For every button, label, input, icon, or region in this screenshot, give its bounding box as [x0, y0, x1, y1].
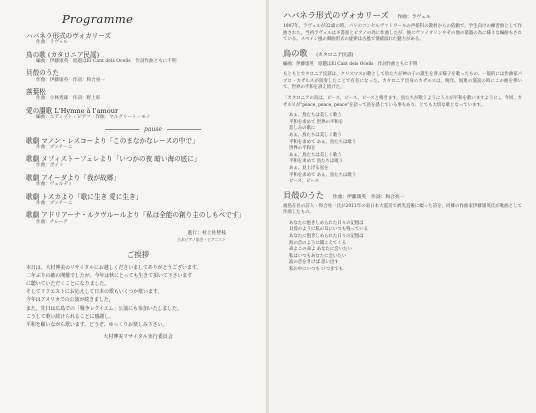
programme-item-credit: 作曲：ボイト [36, 163, 64, 169]
section-title-bird-song [283, 48, 522, 59]
programme-item-title: 歌劇 アドリアーナ・ルクヴルールより「私は全能の創り主のしもべです」 [26, 211, 246, 220]
lyric-line: 私はいつもあなたに会いたい [289, 253, 347, 259]
programme-item-title: 落葉松 [26, 88, 46, 97]
intermission-label: pause [56, 126, 250, 133]
lyric-line: 海の音のように聞こえてくる [289, 240, 347, 246]
programme-item-credit: 編曲：エディット・ピアフ 作曲：マルグリート・モノ [36, 115, 151, 121]
lyric-line: 悲しみの歌に [289, 126, 316, 132]
lyric-line: あなたに抱きしめられた日々の記憶は [289, 234, 364, 240]
programme-item [26, 32, 250, 46]
programme-item [26, 211, 250, 225]
programme-item [26, 51, 250, 65]
pianist-credit [26, 231, 226, 243]
greeting-line: また、先日は広島での「戦争レクイエム」公演にも参加いたしました。 [26, 305, 182, 312]
programme-item-title: 愛の讃歌 L'Hymne à l'amour [26, 106, 119, 115]
programme-item-title: 鳥の歌 (カタロニア民謡) [26, 50, 100, 59]
section-description: もともとカタロニア民謡は、クリスマスの歌として鳥たちが神の子の誕生を喜ぶ様子を歌ったもの。一般的には作曲家パブロ・カザルスが演奏したことで有名になった。カタロニア出身のカザルスは、晩年、国連の演説の時にこの曲を弾いて、世界の平和を訴え続けた。 [283, 72, 522, 91]
lyric-line: 平和を求めて あぁ、鳥たちは歌う [289, 172, 357, 178]
programme-item [26, 174, 250, 188]
lyric-line: あなたに抱きしめられた日々の記憶は [289, 220, 364, 226]
section-title-text: ハバネラ形式のヴォカリーズ [283, 10, 389, 20]
lyric-line: 平和を求めて あぁ、鳥たちは歌う [289, 139, 357, 145]
greeting-line: 二年ぶりの敵の開催でしたが、今年は秋にとっても生きて頂いて下さいます [26, 272, 193, 279]
programme-item [26, 155, 250, 169]
programme-item [26, 88, 250, 102]
right-page [269, 0, 536, 413]
section-title-text: 貝殻のうた [283, 189, 324, 200]
lyric-line: 貝殻のように私の耳にいつも残っている [289, 227, 369, 233]
lyric-line: 世界の平和を [289, 146, 316, 152]
lyric-line: 命よこの命よ あなたに会いたい [289, 247, 352, 253]
greeting-line: こうして歌い続けられることに感謝し、 [26, 313, 115, 320]
left-page [0, 0, 266, 413]
pianist-affiliation: 日本ピアノ協会・ピアニスト [177, 236, 226, 242]
greeting-body [26, 264, 250, 341]
lyric-line: あぁ、鳥たちは美しく歌う [289, 113, 342, 119]
greeting-signature: 大村博美リサイタル実行委員会 [103, 334, 173, 341]
section-description: 1907年、ラヴェルが32歳の時、パリのコンセルヴァトワールの声楽科の教材からの依頼で、学生向けの練習曲として作曲された。当初ラヴェルはギ書面とピアノの為に作曲したが、後にヴァイオリンやその他の楽器の為に様々な編曲もされている。スペイン風の舞曲形式の旋律は古風で情緒溢れた魅力がある。 [283, 24, 522, 43]
section-title-text: 鳥の歌 [283, 47, 308, 58]
lyric-line: 波の音をきけば 思い出す [289, 260, 339, 266]
greeting-line: に聴いていただくことになりました。 [26, 280, 110, 287]
lyric-line: ピース、ピース [289, 179, 320, 185]
programme-list-part2 [26, 137, 250, 226]
programme-item [26, 107, 250, 121]
greeting-line: 平和を願いながら歌います。どうぞ、ゆっくりお楽しみ下さい。 [26, 321, 168, 328]
pianist-name: 進行：村上佐智枝 [187, 230, 226, 236]
section-composer: 作曲：伊藤康英 作詞：和合亮一 [332, 194, 405, 200]
programme-item-title: 貝殻のうた [26, 69, 59, 78]
section-title-shell-song [283, 190, 522, 201]
programme-list-part1 [26, 32, 250, 121]
programme-item-credit: 作曲：小林秀雄 作詞：野上彰 [36, 96, 101, 102]
greeting-title: ご挨拶 [126, 249, 150, 259]
lyric-line: 平和を求めて 鳥たちは歌う [289, 159, 344, 165]
lyrics-shell-song [289, 221, 522, 274]
section-composer: 作曲：ラヴェル [397, 15, 431, 20]
programme-item-credit: 作曲：伊藤康英 作詞：和合亮一 [36, 77, 105, 83]
programme-item-title: ハバネラ形式のヴォカリーズ [26, 32, 112, 40]
lyric-line: 平和を求めて 世界の平和を [289, 119, 344, 125]
programme-item [26, 193, 250, 207]
section-credit: 編曲：伊藤康英 原題はEl Cant dels Ocells 作詞作曲ともに不明 [283, 61, 418, 67]
programme-heading: Programme [62, 12, 134, 26]
section-title-habanera [283, 10, 522, 21]
lyric-line: あぁ、見上げる星を [289, 165, 329, 171]
section-description: 「カタロニアの鳥は、ピース、ピース、ピースと鳴きます。鳥たちが歌うように人々が平和を歌いますように」。今回、カザルスが"peace, peace, peace"を語って鳥を感じている事もあり、とても大切な歌となっています。 [283, 95, 522, 108]
programme-item-credit: 作曲：プッチーニ [36, 144, 73, 150]
greeting-line: 本日は、大村博美のリサイタルにお越しくださいましてありがとうございます。 [26, 264, 202, 271]
lyrics-bird-song [289, 113, 522, 186]
programme-item-credit: 作曲：ラヴェル [36, 40, 68, 46]
programme-item-credit: 作曲：チレーア [36, 219, 68, 225]
programme-item-credit: 作曲：ヴェルディ [36, 182, 73, 188]
programme-item-credit: 作曲：プッチーニ [36, 200, 73, 206]
programme-item-title: 歌劇 マノン・レスコーより「このまなかなレースの中で」 [26, 136, 199, 145]
lyric-line: あぁ、鳥たちは美しく歌う [289, 132, 342, 138]
programme-item-credit: 編曲：伊藤康英 原題はEl Cant dels Ocells 作詞作曲ともに不明 [36, 58, 177, 64]
programme-item-title: 歌劇 トスカより「歌に生き 愛に生き」 [26, 192, 143, 201]
programme-item-title: 歌劇 アイーダより「我が故郷」 [26, 173, 120, 182]
lyric-line: あぁ、鳥たちは美しく歌う [289, 152, 342, 158]
programme-item [26, 137, 250, 151]
programme-item [26, 69, 250, 83]
greeting-line: 今年はアメリカでの公演が続きました。 [26, 297, 114, 304]
section-description: 福島在住の詩人・和合亮一氏が2011年の東日本大震災で被災直後に綴った詩を、同郷の作曲家伊藤康英氏が歌曲として作曲したもの。 [283, 203, 522, 216]
greeting-line: そしてリクエストにお応えして日本の歌もいくつか歌います。 [26, 289, 163, 296]
programme-item-title: 歌劇 メフィストーフェレより「いつかの夜 暗い海の底に」 [26, 155, 201, 164]
section-title-subtitle: (カタロニア民謡) [316, 52, 354, 58]
lyric-line: 私の中にいつも いつまでも [289, 267, 344, 273]
